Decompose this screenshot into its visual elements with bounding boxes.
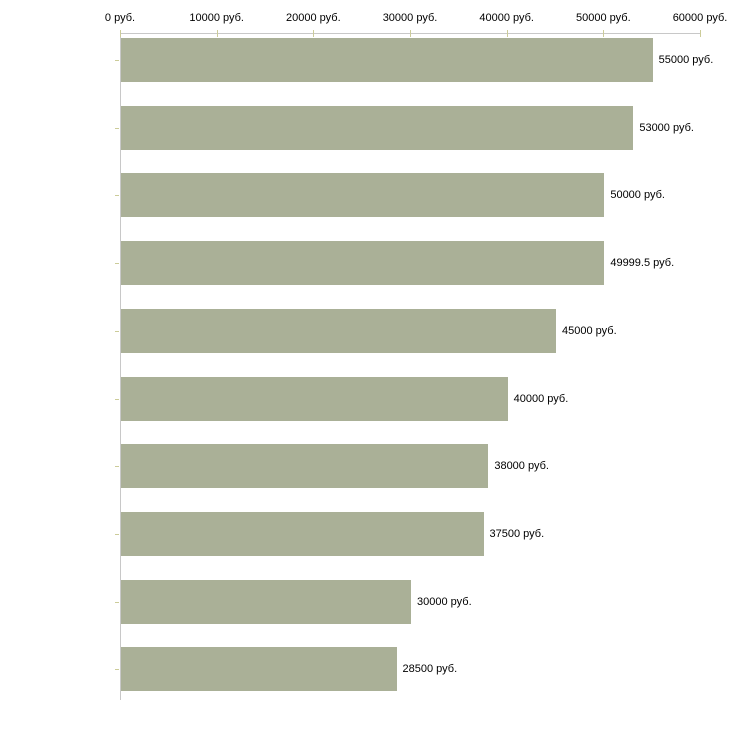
bar (121, 173, 604, 217)
value-label: 38000 руб. (494, 460, 549, 473)
category-tick-mark (115, 466, 119, 467)
x-axis-tick-label: 30000 руб. (382, 12, 438, 24)
category-tick-mark (115, 195, 119, 196)
x-axis-tick-label: 20000 руб. (286, 12, 341, 24)
bar (121, 309, 556, 353)
x-axis-tick-label: 50000 руб. (576, 12, 631, 24)
category-tick-mark (115, 331, 119, 332)
bar (121, 377, 508, 421)
value-label: 28500 руб. (402, 663, 458, 676)
x-axis-tick-label: 60000 руб. (672, 12, 728, 24)
x-axis-tick-mark (507, 30, 508, 37)
value-label: 40000 руб. (513, 392, 569, 405)
bar (121, 241, 604, 285)
category-tick-mark (115, 534, 119, 535)
bar (121, 512, 484, 556)
x-axis-tick-label: 40000 руб. (479, 12, 534, 24)
x-axis-tick-mark (410, 30, 411, 37)
category-tick-mark (115, 60, 119, 61)
category-tick-mark (115, 399, 119, 400)
bar (121, 580, 411, 624)
x-axis-tick-mark (120, 30, 121, 37)
value-label: 53000 руб. (639, 121, 694, 134)
bar (121, 106, 633, 150)
category-tick-mark (115, 669, 119, 670)
x-axis-tick-label: 10000 руб. (189, 12, 244, 24)
category-tick-mark (115, 128, 119, 129)
value-label: 55000 руб. (658, 54, 714, 66)
category-tick-mark (115, 263, 119, 264)
x-axis-tick-mark (217, 30, 218, 37)
value-label: 50000 руб. (610, 189, 665, 202)
x-axis-tick-label: 0 руб. (104, 12, 136, 24)
x-axis-tick-mark (700, 30, 701, 37)
value-label: 30000 руб. (417, 595, 472, 608)
x-axis-tick-mark (313, 30, 314, 37)
bar (121, 38, 653, 82)
value-label: 37500 руб. (489, 527, 545, 540)
bar (121, 647, 397, 691)
bar (121, 444, 488, 488)
category-tick-mark (115, 602, 119, 603)
value-label: 45000 руб. (562, 324, 617, 337)
x-axis-tick-mark (603, 30, 604, 37)
value-label: 49999.5 руб. (610, 257, 675, 270)
